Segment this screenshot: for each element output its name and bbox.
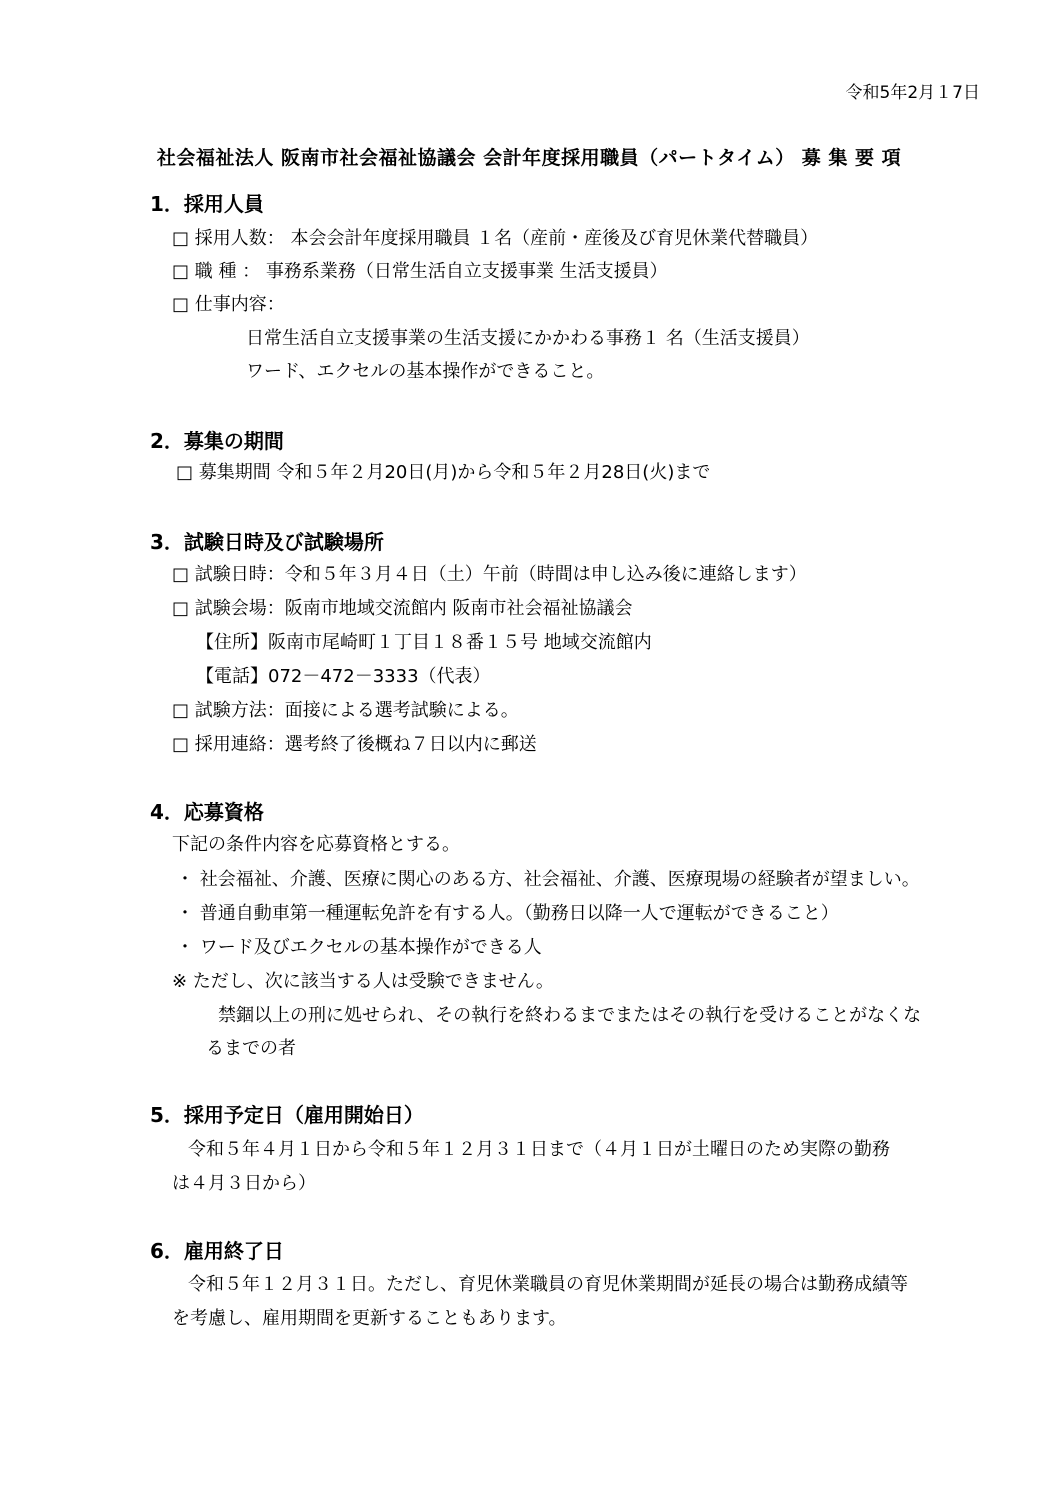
section-heading-2: 2．募集の期間 [150,429,284,453]
sec1-line-2: □ 職 種 ： 事務系業務（日常生活自立支援事業 生活支援員） [172,261,668,282]
sec4-line-6: 禁錮以上の刑に処せられ、その執行を終わるまでまたはその執行を受けることがなくな [218,1005,922,1026]
sec3-line-1: □ 試験日時：令和５年３月４日（土）午前（時間は申し込み後に連絡します） [172,564,807,585]
sec4-line-5: ※ ただし、次に該当する人は受験できません。 [172,971,554,992]
document-title: 社会福祉法人 阪南市社会福祉協議会 会計年度採用職員（パートタイム） 募 集 要 項 [156,147,902,169]
sec5-line-2: は４月３日から） [172,1173,316,1194]
section-heading-4: 4．応募資格 [150,800,264,824]
sec4-line-7: るまでの者 [206,1038,296,1059]
sec3-line-3: 【住所】阪南市尾崎町１丁目１８番１５号 地域交流館内 [196,632,652,653]
sec4-line-2: ・ 社会福祉、介護、医療に関心のある方、社会福祉、介護、医療現場の経験者が望ましい。 [176,869,920,890]
sec4-line-4: ・ ワード及びエクセルの基本操作ができる人 [176,937,542,958]
sec5-line-1: 令和５年４月１日から令和５年１２月３１日まで（４月１日が土曜日のため実際の勤務 [188,1139,890,1160]
sec4-line-1: 下記の条件内容を応募資格とする。 [172,834,460,855]
sec3-line-4: 【電話】072－472－3333（代表） [196,666,491,687]
sec3-line-2: □ 試験会場：阪南市地域交流館内 阪南市社会福祉協議会 [172,598,633,619]
section-heading-5: 5．採用予定日（雇用開始日） [150,1103,424,1127]
sec2-line-1: □ 募集期間 令和５年２月20日(月)から令和５年２月28日(火)まで [176,462,711,483]
sec6-line-2: を考慮し、雇用期間を更新することもあります。 [172,1308,567,1329]
sec6-line-1: 令和５年１２月３１日。ただし、育児休業職員の育児休業期間が延長の場合は勤務成績等 [188,1274,908,1295]
sec4-line-3: ・ 普通自動車第一種運転免許を有する人。（勤務日以降一人で運転ができること） [176,903,839,924]
section-heading-6: 6．雇用終了日 [150,1239,284,1263]
sec3-line-5: □ 試験方法：面接による選考試験による。 [172,700,519,721]
sec1-line-3: □ 仕事内容： [172,294,285,315]
sec1-line-1: □ 採用人数： 本会会計年度採用職員 １名（産前・産後及び育児休業代替職員） [172,228,819,249]
sec3-line-6: □ 採用連絡：選考終了後概ね７日以内に郵送 [172,734,537,755]
section-heading-3: 3．試験日時及び試験場所 [150,530,384,554]
sec1-line-4: 日常生活自立支援事業の生活支援にかかわる事務１ 名（生活支援員） [246,328,810,349]
sec1-line-5: ワード、エクセルの基本操作ができること。 [246,361,605,382]
document-date: 令和5年2月１7日 [845,83,980,103]
section-heading-1: 1．採用人員 [150,192,264,216]
